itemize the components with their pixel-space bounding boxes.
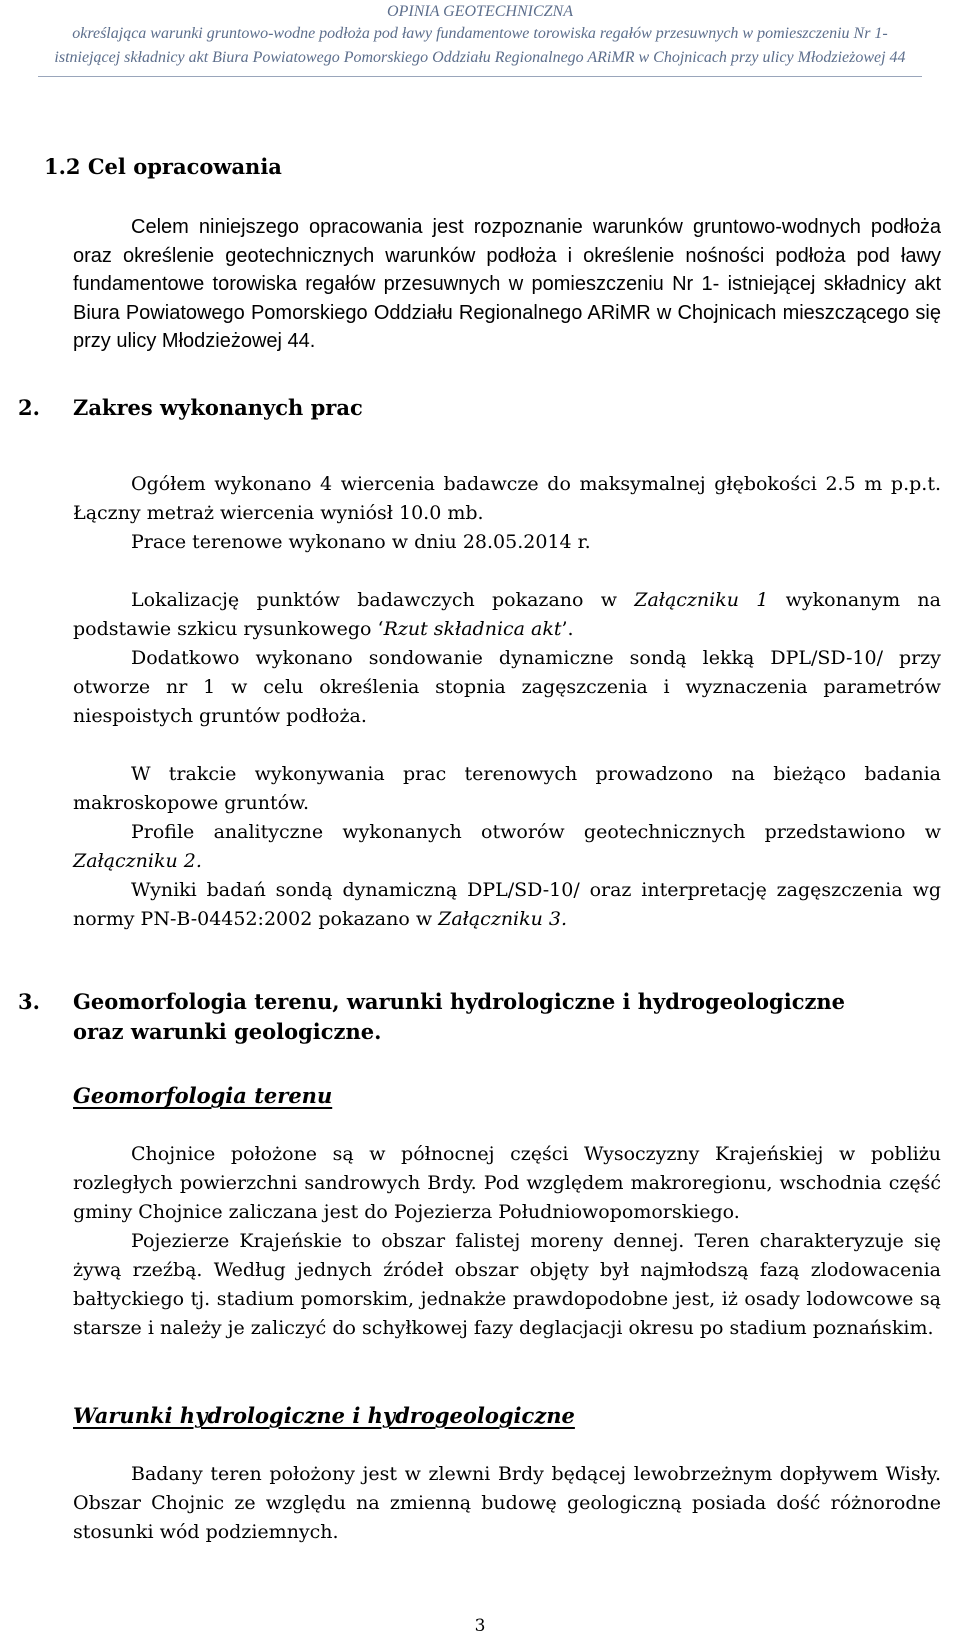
text-location-c: wykonanym na podstawie szkicu rysunkowego ‘ [73, 589, 941, 640]
section-number-3: 3. [18, 989, 40, 1014]
paragraph-probing: Dodatkowo wykonano sondowanie dynamiczne sondą lekką DPL/SD-10/ przy otworze nr 1 w celu określenia stopnia zagęszczenia i wyznaczenia parametrów niespoistych gruntów podłoża. [73, 647, 941, 727]
paragraph-drilling: Ogółem wykonano 4 wiercenia badawcze do maksymalnej głębokości 2.5 m p.p.t. Łączny metraż wiercenia wyniósł 10.0 mb. [73, 473, 941, 524]
section-number-2: 2. [18, 395, 40, 420]
paragraph-fieldwork-date: Prace terenowe wykonano w dniu 28.05.2014 r. [131, 531, 591, 553]
paragraph-pojezierze: Pojezierze Krajeńskie to obszar falistej moreny dennej. Teren charakteryzuje się żywą rzeźbą. Według jednych źródeł obszar objęty był najmłodszą fazą zlodowacenia bałtyckiego tj. stadium pomorskim, jednakże prawdopodobne jest, iż osady lodowcowe są starsze i należy je zaliczyć do schyłkowej fazy deglacjacji okresu po stadium poznańskim. [73, 1230, 941, 1339]
text-drawing-name: Rzut składnica akt [383, 618, 562, 640]
paragraph-chojnice: Chojnice położone są w północnej części Wysoczyzny Krajeńskiej w pobliżu rozległych powierzchni sandrowych Brdy. Pod względem makroregionu, wschodnia część gminy Chojnice zaliczana jest do Pojezierza Południowopomorskiego. [73, 1143, 941, 1223]
subheading-hydrology: Warunki hydrologiczne i hydrogeologiczne [73, 1403, 575, 1428]
text-attachment-2: Załączniku 2. [73, 850, 202, 872]
section-heading-1-2: 1.2 Cel opracowania [44, 154, 282, 179]
header-title: OPINIA GEOTECHNICZNA [387, 3, 573, 20]
paragraph-profiles [73, 818, 941, 876]
paragraph-macroscopic: W trakcie wykonywania prac terenowych prowadzono na bieżąco badania makroskopowe gruntów. [73, 763, 941, 814]
page-header [38, 0, 922, 76]
text-location-e: ’. [561, 618, 574, 640]
subheading-geomorphology: Geomorfologia terenu [73, 1083, 333, 1108]
text-results-a: Wyniki badań sondą dynamiczną DPL/SD-10/ oraz interpretację zagęszczenia wg normy PN-B-04452:2002 pokazano w [73, 879, 941, 930]
text-profiles-a: Profile analityczne wykonanych otworów geotechnicznych przedstawiono w [131, 821, 941, 843]
section-heading-3: Geomorfologia terenu, warunki hydrologiczne i hydrogeologiczne oraz warunki geologiczne. [73, 989, 846, 1044]
paragraph-results [73, 876, 941, 934]
header-subtitle: określająca warunki gruntowo-wodne podłoża pod ławy fundamentowe torowiska regałów przesuwnych w pomieszczeniu Nr 1- istniejącej składnicy akt Biura Powiatowego Pomorskiego Oddziału Regionalnego ARiMR w Chojnicach przy ulicy Młodzieżowej 44 [54, 25, 906, 66]
header-rule [38, 76, 922, 77]
paragraph-brda: Badany teren położony jest w zlewni Brdy będącej lewobrzeżnym dopływem Wisły. Obszar Chojnic ze względu na zmienną budowę geologiczną posiada dość różnorodne stosunki wód podziemnych. [73, 1463, 941, 1543]
text-location-a: Lokalizację punktów badawczych pokazano w [131, 589, 635, 611]
paragraph-goal: Celem niniejszego opracowania jest rozpoznanie warunków gruntowo-wodnych podłoża oraz określenie geotechnicznych warunków podłoża i określenie nośności podłoża pod ławy fundamentowe torowiska regałów przesuwnych w pomieszczeniu Nr 1- istniejącej składnicy akt Biura Powiatowego Pomorskiego Oddziału Regionalnego ARiMR w Chojnicach mieszczącego się przy ulicy Młodzieżowej 44. [73, 216, 941, 352]
page-number: 3 [474, 1616, 486, 1636]
text-attachment-1: Załączniku 1 [634, 589, 769, 611]
text-attachment-3: Załączniku 3. [438, 908, 568, 930]
paragraph-location [73, 586, 941, 644]
section-heading-2: Zakres wykonanych prac [73, 395, 363, 420]
